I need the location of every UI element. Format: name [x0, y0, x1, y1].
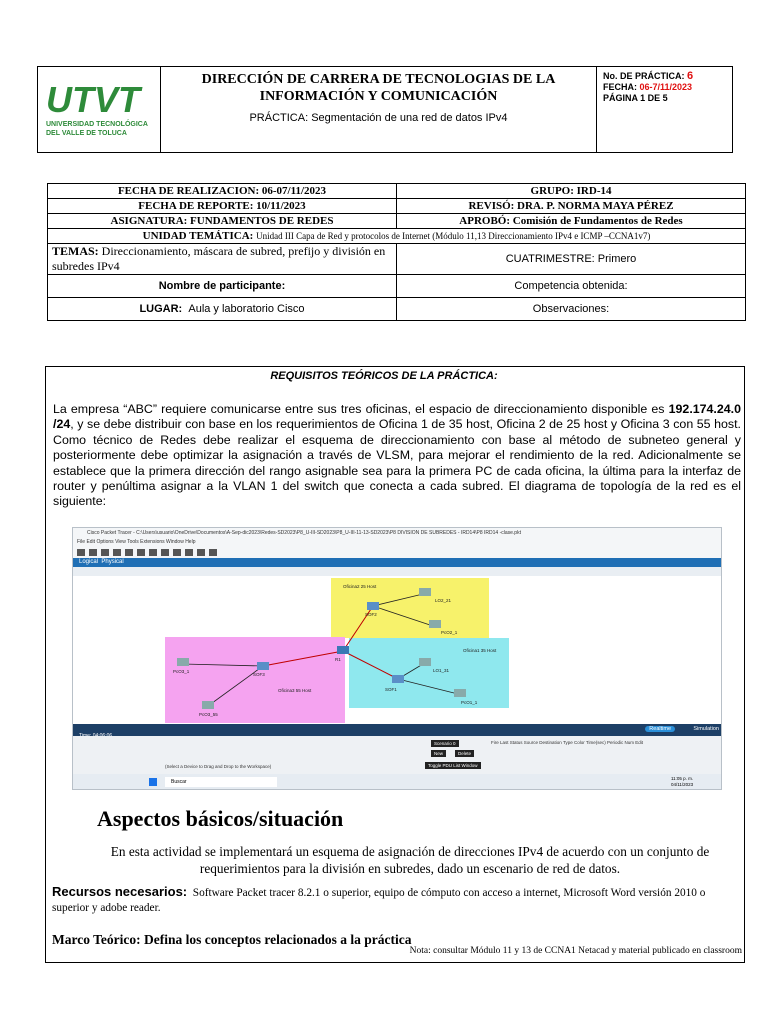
pt-device-panel: [73, 736, 722, 774]
pt-workspace: [73, 576, 722, 724]
pc-icon: [177, 658, 189, 666]
taskbar-search[interactable]: Buscar: [165, 777, 277, 787]
open-icon: [89, 549, 97, 556]
pt-window-title: Cisco Packet Tracer - C:\Users\usuario\OneDrive\Documentos\A-Sep-dic2023\Redes-SD2023\P8_U-III-SD2023\P8_U-III-11-13-SD2023\P8 DIVISION DE SUBREDES - IRD14\P8 IRD14 -clase.pkt: [73, 528, 721, 538]
scenario-select[interactable]: Scenario 0: [431, 740, 459, 747]
pc-icon: [202, 701, 214, 709]
switch-icon: [392, 675, 404, 683]
sof2-label: SOF2: [365, 612, 377, 617]
aspectos-heading: Aspectos básicos/situación: [97, 806, 344, 831]
zoom-in-icon: [185, 549, 193, 556]
pc-label: PcO1_1: [461, 700, 478, 705]
document-header: [37, 66, 733, 153]
save-icon: [101, 549, 109, 556]
temas: [48, 244, 397, 275]
pc-label: PcO3_1: [173, 669, 190, 674]
asignatura: ASIGNATURA: FUNDAMENTOS DE REDES: [48, 214, 397, 229]
unidad-tematica: [48, 229, 746, 244]
observaciones: Observaciones:: [397, 298, 746, 321]
header-meta: [597, 67, 732, 152]
fecha-reporte: FECHA DE REPORTE: 10/11/2023: [48, 199, 397, 214]
logical-tab: Logical: [79, 559, 99, 565]
nombre-participante: Nombre de participante:: [48, 275, 397, 298]
delete-button[interactable]: Delete: [455, 750, 474, 757]
new-button[interactable]: New: [431, 750, 446, 757]
logo-brand: UTVT: [46, 79, 140, 120]
temas-label: TEMAS:: [52, 244, 99, 258]
utvt-logo-icon: [38, 67, 158, 152]
pc-icon: [429, 620, 441, 628]
windows-start-icon[interactable]: [149, 778, 157, 786]
requisitos-title: REQUISITOS TEÓRICOS DE LA PRÁCTICA:: [270, 370, 498, 382]
grupo: GRUPO: IRD-14: [397, 184, 746, 199]
lugar-value: Aula y laboratorio Cisco: [188, 303, 305, 315]
switch-icon: [367, 602, 379, 610]
address-space: 192.174.24.0 /24: [53, 402, 741, 432]
pdu-columns: Fire Last Status Source Destination Type Color Time(sec) Periodic Num Edit: [491, 740, 643, 745]
copy-icon: [137, 549, 145, 556]
pt-time-bar: [73, 724, 722, 736]
palette-icon: [209, 549, 217, 556]
office3-label: Oficina3 55 Host: [278, 688, 312, 693]
info-table: [47, 183, 746, 321]
pc-label: LO1_31: [433, 668, 450, 673]
fecha-realizacion: FECHA DE REALIZACION: 06-07/11/2023: [48, 184, 397, 199]
switch-icon: [257, 662, 269, 670]
aprobo: [397, 214, 746, 229]
logo-line1: UNIVERSIDAD TECNOLÓGICA: [46, 121, 148, 128]
recursos-text: Software Packet tracer 8.2.1 o superior, equipo de cómputo con acceso a internet, Microsoft Word versión 2010 o superior y adobe reader.: [52, 887, 706, 914]
router-icon: [337, 646, 349, 654]
aprobo-value: Comisión de Fundamentos de Redes: [512, 215, 683, 227]
windows-taskbar: [73, 774, 722, 790]
drag-hint: (Select a Device to Drag and Drop to the Workspace): [165, 764, 272, 769]
cuatrimestre: CUATRIMESTRE: Primero: [397, 244, 746, 275]
requisitos-paragraph: [53, 402, 741, 510]
practice-number: 6: [687, 70, 694, 82]
pc-icon: [419, 658, 431, 666]
practice-label: No. DE PRÁCTICA:: [603, 71, 685, 81]
pc-label: LO2_21: [435, 598, 452, 603]
router-label: R1: [335, 657, 341, 662]
office1-label: Oficina1 35 Host: [463, 648, 497, 653]
redo-icon: [173, 549, 181, 556]
marco-note: Nota: consultar Módulo 11 y 13 de CCNA1 Netacad y material publicado en classroom: [409, 946, 742, 956]
packet-tracer-screenshot: [72, 527, 722, 790]
header-title: DIRECCIÓN DE CARRERA DE TECNOLOGIAS DE LA INFORMACIÓN Y COMUNICACIÓN: [201, 72, 556, 104]
pt-toolbar: [73, 546, 721, 558]
toggle-pdu-button[interactable]: Toggle PDU List Window: [425, 762, 481, 769]
office2-label: Oficina2 25 Host: [343, 584, 377, 589]
recursos: [52, 884, 742, 916]
logo-line2: DEL VALLE DE TOLUCA: [46, 130, 127, 137]
print-icon: [113, 549, 121, 556]
competencia: Competencia obtenida:: [397, 275, 746, 298]
pc-label: PcO3_55: [199, 712, 218, 717]
realtime-button[interactable]: Realtime: [645, 726, 675, 732]
date-label: FECHA:: [603, 82, 637, 92]
unidad-value: Unidad III Capa de Red y protocolos de Internet (Módulo 11,13 Direccionamiento IPv4 e ICMP –CCNA1v7): [256, 231, 651, 241]
page-indicator: PÁGINA 1 DE 5: [603, 93, 668, 103]
sof3-label: SOF3: [253, 672, 265, 677]
sof1-label: SOF1: [385, 687, 397, 692]
header-title-cell: [161, 67, 597, 152]
pt-view-tabs: [73, 558, 721, 567]
undo-icon: [161, 549, 169, 556]
zoom-out-icon: [197, 549, 205, 556]
aspectos-paragraph: En esta actividad se implementará un esquema de asignación de direcciones IPv4 de acuerdo con un conjunto de requerimientos para la división en subredes, dado un escenario de red de datos.: [110, 844, 710, 876]
pc-icon: [454, 689, 466, 697]
aprobo-label: APROBÓ:: [459, 215, 511, 227]
simulation-button[interactable]: Simulation: [693, 726, 719, 732]
topology-links: [73, 576, 722, 724]
intro-text-1: La empresa “ABC” requiere comunicarse entre sus tres oficinas, el espacio de direccionamiento disponible es: [53, 402, 669, 416]
date-value: 06-7/11/2023: [639, 82, 693, 92]
pc-icon: [419, 588, 431, 596]
lugar-label: LUGAR:: [139, 303, 183, 315]
recursos-label: Recursos necesarios:: [52, 884, 188, 899]
pc-label: PcO2_1: [441, 630, 458, 635]
wizard-icon: [125, 549, 133, 556]
intro-text-2: , y se debe distribuir con base en los requerimientos de Oficina 1 de 35 host, Oficina 2 de 25 host y Oficina 3 con 55 host. Como técnico de Redes debe realizar el esquema de direccionamiento con base al método de subneteo general y posteriormente debe optimizar la asignación a través de VLSM, para mejorar el rendimiento de la red. Adicionalmente se establece que la primera dirección del rango asignable sea para la primera PC de cada oficina, la última para la interfaz de router y penúltima asignar a la VLAN 1 del switch que conecta a cada subred. El diagrama de topología de la red es el siguiente:: [53, 417, 741, 509]
temas-value: Direccionamiento, máscara de subred, prefijo y división en subredes IPv4: [52, 244, 386, 273]
paste-icon: [149, 549, 157, 556]
new-icon: [77, 549, 85, 556]
reviso: REVISÓ: DRA. P. NORMA MAYA PÉREZ: [397, 199, 746, 214]
pt-menu-bar: File Edit Options View Tools Extensions Window Help: [73, 538, 721, 546]
taskbar-clock: 11:05 p. m. 04/11/2023: [671, 776, 694, 787]
header-subtitle: PRÁCTICA: Segmentación de una red de datos IPv4: [249, 112, 508, 124]
physical-tab: Physical: [101, 559, 124, 565]
lugar: [48, 298, 397, 321]
unidad-label: UNIDAD TEMÁTICA:: [142, 230, 254, 242]
marco-teorico-title: Marco Teórico: Defina los conceptos relacionados a la práctica: [52, 932, 412, 947]
university-logo: [38, 67, 161, 152]
